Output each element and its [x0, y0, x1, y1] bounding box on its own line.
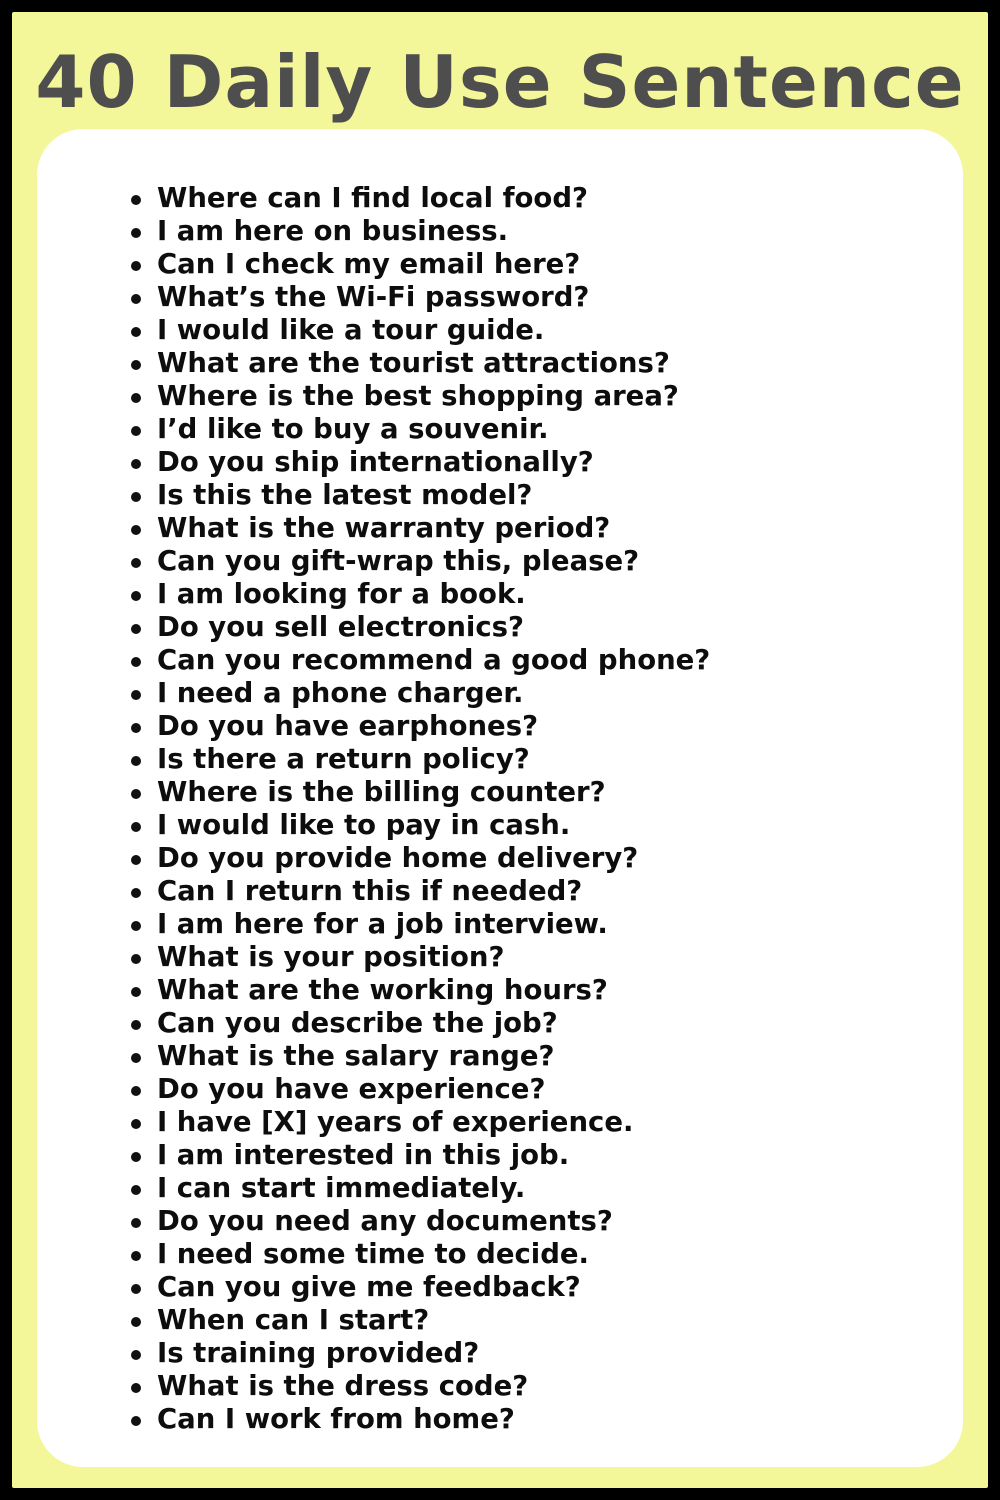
- list-item: [131, 809, 710, 842]
- sentence-text: I am here on business.: [157, 215, 509, 247]
- sentence-text: What are the working hours?: [157, 974, 608, 1006]
- list-item: [131, 677, 710, 710]
- sentence-text: Can you recommend a good phone?: [157, 644, 711, 676]
- list-item: [131, 1106, 710, 1139]
- bullet-icon: [131, 1185, 141, 1195]
- bullet-icon: [131, 855, 141, 865]
- bullet-icon: [131, 723, 141, 733]
- sentence-text: Do you need any documents?: [157, 1205, 613, 1237]
- bullet-icon: [131, 1383, 141, 1393]
- bullet-icon: [131, 492, 141, 502]
- list-item: [131, 1205, 710, 1238]
- list-item: [131, 1403, 710, 1436]
- sentence-text: When can I start?: [157, 1304, 430, 1336]
- sentence-text: Do you provide home delivery?: [157, 842, 639, 874]
- sentence-text: I’d like to buy a souvenir.: [157, 413, 549, 445]
- bullet-icon: [131, 1218, 141, 1228]
- sentence-text: I have [X] years of experience.: [157, 1106, 634, 1138]
- list-item: [131, 644, 710, 677]
- bullet-icon: [131, 459, 141, 469]
- sentence-text: I would like to pay in cash.: [157, 809, 571, 841]
- list-item: [131, 347, 710, 380]
- sentence-list: [131, 182, 710, 1436]
- bullet-icon: [131, 294, 141, 304]
- sentence-text: What is the salary range?: [157, 1040, 555, 1072]
- page-title: 40 Daily Use Sentence: [35, 40, 965, 124]
- sentence-text: I am here for a job interview.: [157, 908, 608, 940]
- list-item: [131, 446, 710, 479]
- sentence-text: Can I work from home?: [157, 1403, 515, 1435]
- list-item: [131, 710, 710, 743]
- list-item: [131, 248, 710, 281]
- sentence-text: What is the warranty period?: [157, 512, 611, 544]
- sentence-text: What is the dress code?: [157, 1370, 529, 1402]
- sentence-text: Can I check my email here?: [157, 248, 581, 280]
- bullet-icon: [131, 1350, 141, 1360]
- bullet-icon: [131, 426, 141, 436]
- bullet-icon: [131, 756, 141, 766]
- bullet-icon: [131, 1119, 141, 1129]
- sentence-text: Can you describe the job?: [157, 1007, 558, 1039]
- poster: [12, 12, 988, 1488]
- list-item: [131, 875, 710, 908]
- sentence-text: Do you have experience?: [157, 1073, 546, 1105]
- sentence-text: I can start immediately.: [157, 1172, 526, 1204]
- sentence-text: Is this the latest model?: [157, 479, 533, 511]
- bullet-icon: [131, 657, 141, 667]
- sentence-text: I would like a tour guide.: [157, 314, 545, 346]
- sentence-text: Is training provided?: [157, 1337, 480, 1369]
- sentence-text: Where can I find local food?: [157, 182, 588, 214]
- bullet-icon: [131, 888, 141, 898]
- bullet-icon: [131, 360, 141, 370]
- sentence-text: I am looking for a book.: [157, 578, 526, 610]
- list-item: [131, 842, 710, 875]
- bullet-icon: [131, 1053, 141, 1063]
- list-item: [131, 1370, 710, 1403]
- list-item: [131, 941, 710, 974]
- bullet-icon: [131, 393, 141, 403]
- list-item: [131, 1139, 710, 1172]
- list-item: [131, 908, 710, 941]
- list-item: [131, 314, 710, 347]
- sentence-text: What are the tourist attractions?: [157, 347, 670, 379]
- bullet-icon: [131, 1020, 141, 1030]
- bullet-icon: [131, 921, 141, 931]
- sentence-text: Can you give me feedback?: [157, 1271, 581, 1303]
- list-item: [131, 545, 710, 578]
- bullet-icon: [131, 591, 141, 601]
- sentence-text: I need a phone charger.: [157, 677, 524, 709]
- sentence-text: Is there a return policy?: [157, 743, 530, 775]
- list-item: [131, 578, 710, 611]
- list-item: [131, 1337, 710, 1370]
- bullet-icon: [131, 789, 141, 799]
- sentence-text: What is your position?: [157, 941, 505, 973]
- list-item: [131, 611, 710, 644]
- bullet-icon: [131, 228, 141, 238]
- list-item: [131, 1304, 710, 1337]
- list-item: [131, 281, 710, 314]
- bullet-icon: [131, 987, 141, 997]
- bullet-icon: [131, 261, 141, 271]
- bullet-icon: [131, 624, 141, 634]
- list-item: [131, 1238, 710, 1271]
- bullet-icon: [131, 822, 141, 832]
- bullet-icon: [131, 1317, 141, 1327]
- sentence-text: Where is the billing counter?: [157, 776, 606, 808]
- bullet-icon: [131, 1284, 141, 1294]
- sentence-text: Do you ship internationally?: [157, 446, 594, 478]
- bullet-icon: [131, 690, 141, 700]
- bullet-icon: [131, 1086, 141, 1096]
- bullet-icon: [131, 1416, 141, 1426]
- bullet-icon: [131, 1251, 141, 1261]
- sentence-text: Where is the best shopping area?: [157, 380, 679, 412]
- sentence-text: I need some time to decide.: [157, 1238, 589, 1270]
- sentence-text: Do you have earphones?: [157, 710, 539, 742]
- sentence-text: What’s the Wi-Fi password?: [157, 281, 590, 313]
- list-item: [131, 182, 710, 215]
- list-item: [131, 215, 710, 248]
- sentence-text: Can you gift-wrap this, please?: [157, 545, 640, 577]
- list-item: [131, 1040, 710, 1073]
- list-item: [131, 1271, 710, 1304]
- list-item: [131, 1172, 710, 1205]
- bullet-icon: [131, 954, 141, 964]
- list-item: [131, 1007, 710, 1040]
- list-item: [131, 743, 710, 776]
- sentence-text: Do you sell electronics?: [157, 611, 524, 643]
- bullet-icon: [131, 525, 141, 535]
- list-item: [131, 1073, 710, 1106]
- list-item: [131, 479, 710, 512]
- bullet-icon: [131, 327, 141, 337]
- sentence-card: [37, 129, 963, 1467]
- bullet-icon: [131, 558, 141, 568]
- list-item: [131, 974, 710, 1007]
- bullet-icon: [131, 195, 141, 205]
- list-item: [131, 380, 710, 413]
- list-item: [131, 413, 710, 446]
- list-item: [131, 512, 710, 545]
- sentence-text: Can I return this if needed?: [157, 875, 583, 907]
- list-item: [131, 776, 710, 809]
- sentence-text: I am interested in this job.: [157, 1139, 570, 1171]
- bullet-icon: [131, 1152, 141, 1162]
